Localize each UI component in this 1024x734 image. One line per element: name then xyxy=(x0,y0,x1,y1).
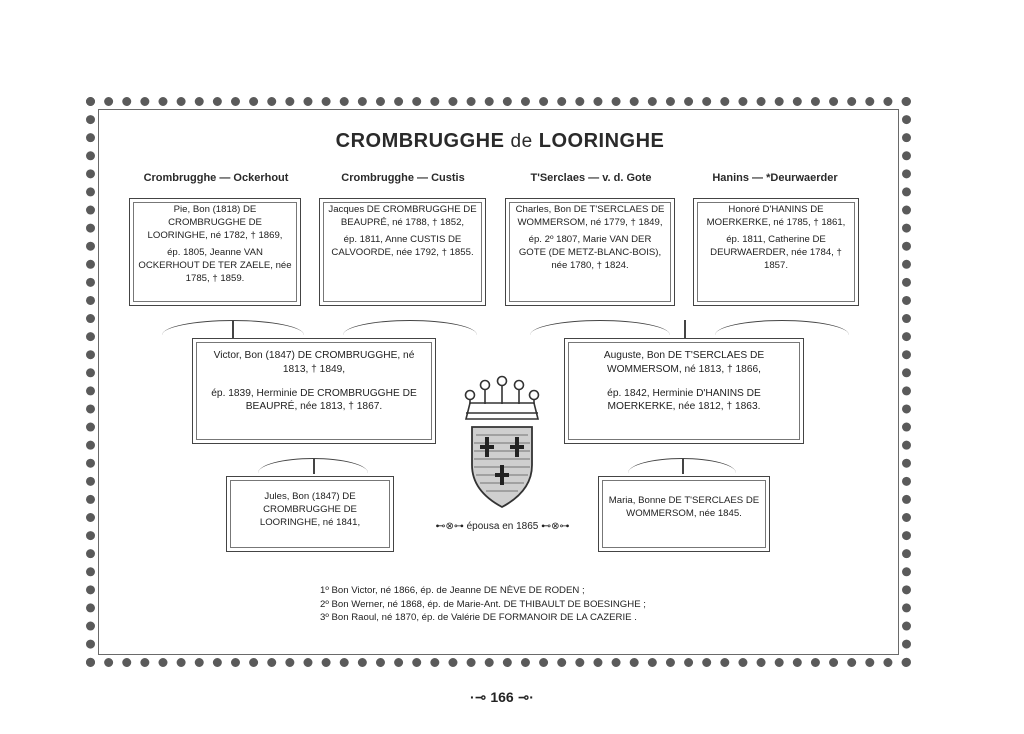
connector-stem xyxy=(232,320,234,340)
grandparents-box-tserclaes-vd-gote xyxy=(505,198,675,306)
couple-box-maria xyxy=(598,476,770,552)
column-heading-crombrugghe-ockerhout: Crombrugghe — Ockerhout xyxy=(143,172,289,184)
child-item: 3º Bon Raoul, né 1870, ép. de Valérie DE FORMANOIR DE LA CAZERIE . xyxy=(320,612,637,624)
grandparents-box-crombrugghe-custis xyxy=(319,198,486,306)
ornament-left-icon: ⊷⊗⊶ xyxy=(435,521,464,532)
column-heading-hanins-deurwaerder: Hanins — *Deurwaerder xyxy=(712,172,838,184)
couple-box-jules xyxy=(226,476,394,552)
ornament-right-icon: ⊷⊗⊶ xyxy=(541,521,570,532)
mother-text: ép. 1839, Herminie DE CROMBRUGGHE DE BEAUPRÉ, née 1813, † 1867. xyxy=(211,387,417,413)
grandfather-text: Charles, Bon DE T'SERCLAES DE WOMMERSOM, né 1779, † 1849, xyxy=(515,204,665,228)
ornament-icon: ⊸· xyxy=(517,689,534,705)
grandfather-text: Pie, Bon (1818) DE CROMBRUGGHE DE LOORINGHE, né 1782, † 1869, xyxy=(147,204,283,241)
father-text: Auguste, Bon DE T'SERCLAES DE WOMMERSOM, né 1813, † 1866, xyxy=(603,350,765,375)
parents-box-crombrugghe xyxy=(192,338,436,444)
wife-text: Maria, Bonne DE T'SERCLAES DE WOMMERSOM, née 1845. xyxy=(608,495,760,519)
ornament-icon: ·⊸ xyxy=(470,689,487,705)
parents-box-tserclaes xyxy=(564,338,804,444)
connector-stem xyxy=(313,458,315,474)
grandmother-text: ép. 1805, Jeanne VAN OCKERHOUT DE TER ZAELE, née 1785, † 1859. xyxy=(138,246,292,284)
page-number: ·⊸ 166 ⊸· xyxy=(470,689,534,705)
connector-stem xyxy=(682,458,684,474)
grandfather-text: Jacques DE CROMBRUGGHE DE BEAUPRÉ, né 1788, † 1852, xyxy=(328,204,477,228)
child-item: 2º Bon Werner, né 1868, ép. de Marie-Ant. DE THIBAULT DE BOESINGHE ; xyxy=(320,598,646,610)
marriage-caption: ⊷⊗⊶ épousa en 1865 ⊷⊗⊶ xyxy=(435,521,570,532)
column-heading-tserclaes-vd-gote: T'Serclaes — v. d. Gote xyxy=(530,172,652,184)
grandparents-box-hanins-deurwaerder xyxy=(693,198,859,306)
children-list xyxy=(320,584,740,625)
child-item: 1º Bon Victor, né 1866, ép. de Jeanne DE NÈVE DE RODEN ; xyxy=(320,585,585,596)
connector-stem xyxy=(684,320,686,340)
father-text: Victor, Bon (1847) DE CROMBRUGGHE, né 1813, † 1849, xyxy=(213,350,415,375)
grandfather-text: Honoré D'HANINS DE MOERKERKE, né 1785, † 1861, xyxy=(706,204,846,228)
mother-text: ép. 1842, Herminie D'HANINS DE MOERKERKE, née 1812, † 1863. xyxy=(607,387,761,413)
page-title: CROMBRUGGHE de LOORINGHE xyxy=(335,130,665,152)
grandmother-text: ép. 1811, Anne CUSTIS DE CALVOORDE, née 1792, † 1855. xyxy=(331,233,474,258)
husband-text: Jules, Bon (1847) DE CROMBRUGGHE DE LOORINGHE, né 1841, xyxy=(259,491,361,528)
grandmother-text: ép. 1811, Catherine DE DEURWAERDER, née 1784, † 1857. xyxy=(710,233,842,271)
coat-of-arms-emblem xyxy=(452,373,552,511)
grandparents-box-crombrugghe-ockerhout xyxy=(129,198,301,306)
column-heading-crombrugghe-custis: Crombrugghe — Custis xyxy=(341,172,465,184)
grandmother-text: ép. 2º 1807, Marie VAN DER GOTE (DE METZ-BLANC-BOIS), née 1780, † 1824. xyxy=(518,233,662,271)
